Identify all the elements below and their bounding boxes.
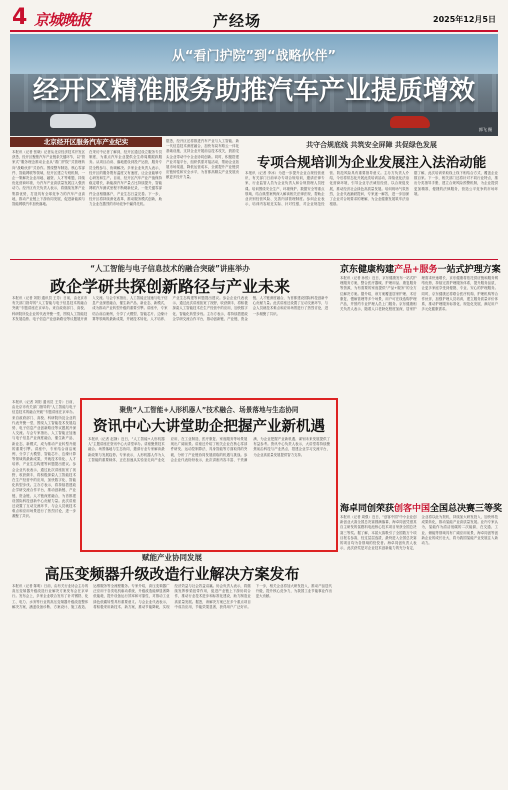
banner-car bbox=[390, 116, 430, 128]
feature-banner bbox=[10, 34, 498, 136]
story3-kicker: “人工智能与电子信息技术的融合突破”讲座举办 bbox=[90, 264, 250, 273]
story2-kicker: 共守合规底线 共筑安全屏障 共促绿色发展 bbox=[306, 141, 437, 149]
story4-box bbox=[80, 398, 338, 552]
sidebar2-headline bbox=[340, 501, 503, 514]
page-number: 4 bbox=[12, 5, 28, 30]
story-rail-title-bar bbox=[10, 137, 162, 147]
masthead bbox=[10, 6, 498, 30]
story5-kicker: 赋能产业协同发展 bbox=[142, 553, 202, 562]
story3-body: 本报讯（记者 刘阳 通讯员 王芳）日前，由北京市有关部门指导的“人工智能与电子信息技术的融合突破”专题讲座在京举办。来自政府部门、高校、科研院所及企业的代表齐聚一堂，围绕人工智能技术发展趋势、电子信息产业创新路径等议题展开深入交流。与会专家指出，人工智能正加速与电子信息产业深度融合，催生新产品、新业态、新模式，成为推动产业转型升级的重要引擎。讲座中，专家结合前沿案例，分享了大模型、智能芯片、边缘计算等领域的最新成果，并就技术转化、人才培养、产业生态构建等问题提出建议。参会企业代表表示，通过此次讲座拓宽了视野，收获颇丰，将积极探索人工智能技术在生产经营中的应用，加快数字化、智能化转型步伐。主办方表示，将持续搭建政企学研交流合作平台，推动创新链、产业链、资金链、人才链深度融合，为首都建设国际科技创新中心贡献力量。此次讲座还设置了互动交流环节，与会人员就技术难点和应用场景进行了热烈讨论，进一步凝聚了共识。 bbox=[12, 296, 328, 321]
story3-left-col: 本报讯（记者 刘阳 通讯员 王芳）日前，由北京市有关部门指导的“人工智能与电子信息技术的融合突破”专题讲座在京举办。来自政府部门、高校、科研院所及企业的代表齐聚一堂，围绕人工智能技术发展趋势、电子信息产业创新路径等议题展开深入交流。与会专家指出，人工智能正加速与电子信息产业深度融合，催生新产品、新业态、新模式，成为推动产业转型升级的重要引擎。讲座中，专家结合前沿案例，分享了大模型、智能芯片、边缘计算等领域的最新成果，并就技术转化、人才培养、产业生态构建等问题提出建议。参会企业代表表示，通过此次讲座拓宽了视野，收获颇丰，将积极探索人工智能技术在生产经营中的应用，加快数字化、智能化转型步伐。主办方表示，将持续搭建政企学研交流合作平台，推动创新链、产业链、资金链、人才链深度融合，为首都建设国际科技创新中心贡献力量。此次讲座还设置了互动交流环节，与会人员就技术难点和应用场景进行了热烈讨论，进一步凝聚了共识。 bbox=[12, 400, 76, 519]
story2-body: 本报讯（记者 李冰）为进一步提升企业合规经营意识，有关部门日前举办专项合规培训，邀请法律专家、行业监管人员为企业负责人和合规管理人员授课。培训围绕安全生产、环境保护、数据安全等重点领域，结合典型案例深入解读相关法律法规，帮助企业识别经营风险、完善内部管理制度。参训企业表示，培训内容贴近实际、针对性强，对企业规范经营、防范风险具有重要指导意义。主办方负责人介绍，今后将常态化开展此类培训活动，持续优化法治化营商环境，引导企业守法诚信经营，以合规促发展，推动经济社会绿色高质量发展。培训现场气氛热烈，企业代表踊跃提问，专家逐一解答，进一步加深了企业对合规要求的理解，为企业健康发展筑牢法治根基。 bbox=[245, 171, 409, 207]
issue-date: 2025年12月5日 bbox=[433, 15, 496, 24]
sidebar1-body: 本报讯（记者 孙悦）近日，京东健康发布一站式护理服务方案，整合医疗器械、护理用品、康复服务等资源，为有需要的家庭提供“产品+服务”的全方位解决方案。据介绍，该方案覆盖居家护理、术后康复、慢病管理等多个场景，用户可在线选购护理产品，并预约专业护理人员上门服务。京东健康相关负责人表示，随着人口老龄化程度加深，居家护理需求快速增长，京东健康将依托供应链和服务网络优势，持续完善护理服务体系，提升服务品质，让更多家庭享受到便捷、专业、安心的护理服务。同时，京东健康还将联合医疗机构、护理机构等合作伙伴，加强护理人员培训，建立服务质量评价体系，推动护理服务标准化、规范化发展，满足用户多元化健康需求。 bbox=[340, 276, 498, 312]
story5-body: 本报讯（记者 陈明）日前，由有关行业协会主办的高压变频器升级改造行业解决方案发布会在京举行。发布会上，多家企业联合发布了针对钢铁、化工、电力、水务等行业的高压变频器升级改造整体解决方案，涵盖设备诊断、方案设计、施工改造、运维服务等全流程服务。专家介绍，高压变频器广泛应用于各类电机驱动系统，升级改造能够显著降低能耗、提升设备运行效率和可靠性，对推动工业绿色低碳转型具有重要意义。与会企业代表表示，将积极采用新技术、新方案，推动节能降耗，实现经济效益与社会效益双赢。协会负责人表示，将继续发挥桥梁纽带作用，促进产业链上下游协同合作，推动行业技术进步和标准化建设，助力制造业高质量发展。据悉，该解决方案已在多个重点项目中成功应用，节能效果显著，获得用户广泛好评。下一步，相关企业将加大研发投入，推动产品迭代升级，提升核心竞争力，为我国工业节能事业作出更大贡献。 bbox=[12, 584, 332, 609]
story-rail-body: 本报讯（记者 张晓）记者从北京经济技术开发区获悉，经开区聚焦汽车产业链条关键环节，以“管家式”服务理念推动企业从“看门护院”式管理转向“战略伙伴”式协作。围绕整车制造、核心零部件、智能网联等领域，经开区建立专班机制，一企一策解决企业用地、融资、人才等难题，持续优化营商环境，为汽车产业高质量发展注入强劲动力。经开区有关负责人表示，将继续发挥产业集群优势，打造具有全球竞争力的汽车产业高地，推动产业链上下游协同发展，促进新能源与智能网联汽车加快落地。 bbox=[12, 150, 85, 207]
lead-col-3: 据悉，经开区还将推进汽车产业与人工智能、新一代信息技术深度融合，加快布局车路云一体化基础设施，支持企业开展前沿技术攻关，鼓励龙头企业带动中小企业协同创新。同时，积极搭建产业对接平台，组织供需对接活动，帮助企业拓展市场渠道，降低运营成本，全面提升产业链供应链韧性和安全水平，为首都高精尖产业发展贡献更多经开力量。 bbox=[166, 139, 239, 180]
story2-body-2: 据了解，此次培训采取线上线下相结合方式，覆盖企业数百家。下一步，相关部门还将针对不同行业特点，推出分类指导手册，建立合规风险预警机制，为企业提供更加精准、便捷的法律服务，营造公平竞争的市场环境。 bbox=[414, 171, 498, 196]
sidebar2-headline-post: 全国总决赛三等奖 bbox=[430, 504, 503, 514]
banner-car bbox=[50, 114, 96, 128]
story2-headline: 专项合规培训为企业发展注入法治动能 bbox=[256, 155, 487, 171]
story4-body: 本报讯（记者 赵静）近日，“人工智能+人形机器人”主题讲座在资讯中心大讲堂举办。讲座聚焦技术融合、场景落地与生态协同，邀请行业专家解读最新政策与发展趋势。专家表示，人形机器人作为人工智能的重要载体，正在加速从实验室走向产业化应用，在工业制造、医疗康复、家庭服务等场景展现出广阔前景。讲座还介绍了相关企业在核心零部件研发、运动控制算法、具身智能等方面取得的突破，分析了产业链协同发展面临的机遇与挑战。参会企业代表纷纷表示，此次讲座内容丰富、干货满满，为企业把握产业新机遇、谋划未来发展提供了有益参考。资讯中心负责人表示，大讲堂将持续聚焦前沿科技与产业热点，搭建企业学习交流平台，为企业高质量发展提供智力支持。 bbox=[88, 437, 330, 462]
sidebar1-headline-post: 一站式护理方案 bbox=[437, 265, 501, 275]
sidebar2-headline-pre: 海卓同创荣获 bbox=[340, 504, 395, 514]
feature-kicker: 从“看门护院”到“战略伙伴” bbox=[171, 49, 337, 64]
story-rail-title: 北京经开区服务汽车产业纪实 bbox=[43, 138, 129, 146]
story-rail-body-2: 在采访中记者了解到，经开区通过设立服务专员制度，为重点汽车企业提供全生命周期跟踪服务。从项目洽谈、落地建设到投产运营，服务专员全程参与、协调解决。多家企业负责人表示，经开区的服务既有温度又有速度，让企业能够专心研发和生产。目前，经开区汽车产业产值保持稳定增长，新能源汽车产量占比持续提升，智能网联汽车测试里程不断刷新纪录，一批关键零部件企业相继落户，产业生态日益完善。下一步，经开区将持续深化改革，推动服务模式创新，助力企业在激烈的市场竞争中赢得先机。 bbox=[89, 150, 162, 207]
feature-headline: 经开区精准服务助推汽车产业提质增效 bbox=[32, 76, 475, 106]
story4-headline: 资讯中心大讲堂助企把握产业新机遇 bbox=[93, 419, 325, 435]
sidebar2-body: 本报讯（记者 周强）近日，“创客中国”中小企业创新创业大赛全国总决赛圆满落幕，海卓同创凭借其自主研发的氢燃料电池核心技术项目荣获全国总决赛三等奖。据了解，本届大赛吸引了全国数万个项目报名参赛，经过层层选拔，最终进入全国总决赛的项目均为各领域的佼佼者。海卓同创负责人表示，此次获奖是对企业技术创新能力的充分肯定，企业将以此为契机，持续加大研发投入，加快科技成果转化，推动氢能产业高质量发展。业内专家认为，氢能作为清洁低碳的二次能源，在交通、工业、储能等领域具有广阔应用前景，海卓同创等创新企业的成长壮大，将为我国氢能产业发展注入新动力。 bbox=[340, 515, 498, 551]
section-divider bbox=[10, 259, 498, 260]
masthead-rule bbox=[10, 30, 498, 32]
paper-logo: 京城晚报 bbox=[34, 11, 91, 29]
photo-credit: 郭飞 摄 bbox=[478, 127, 492, 132]
sidebar1-headline-red: 产品+服务 bbox=[394, 265, 438, 275]
sidebar1-headline bbox=[340, 262, 500, 275]
story4-kicker: 聚焦“人工智能+人形机器人”技术融合、场景落地与生态协同 bbox=[119, 406, 299, 414]
story3-headline: 政企学研共探创新路径与产业未来 bbox=[49, 277, 290, 296]
section-title: 产经场 bbox=[213, 12, 262, 30]
sidebar1-headline-pre: 京东健康构建 bbox=[340, 265, 395, 275]
story5-headline: 高压变频器升级改造行业解决方案发布 bbox=[44, 565, 300, 583]
sidebar2-headline-red: 创客中国 bbox=[394, 504, 431, 514]
